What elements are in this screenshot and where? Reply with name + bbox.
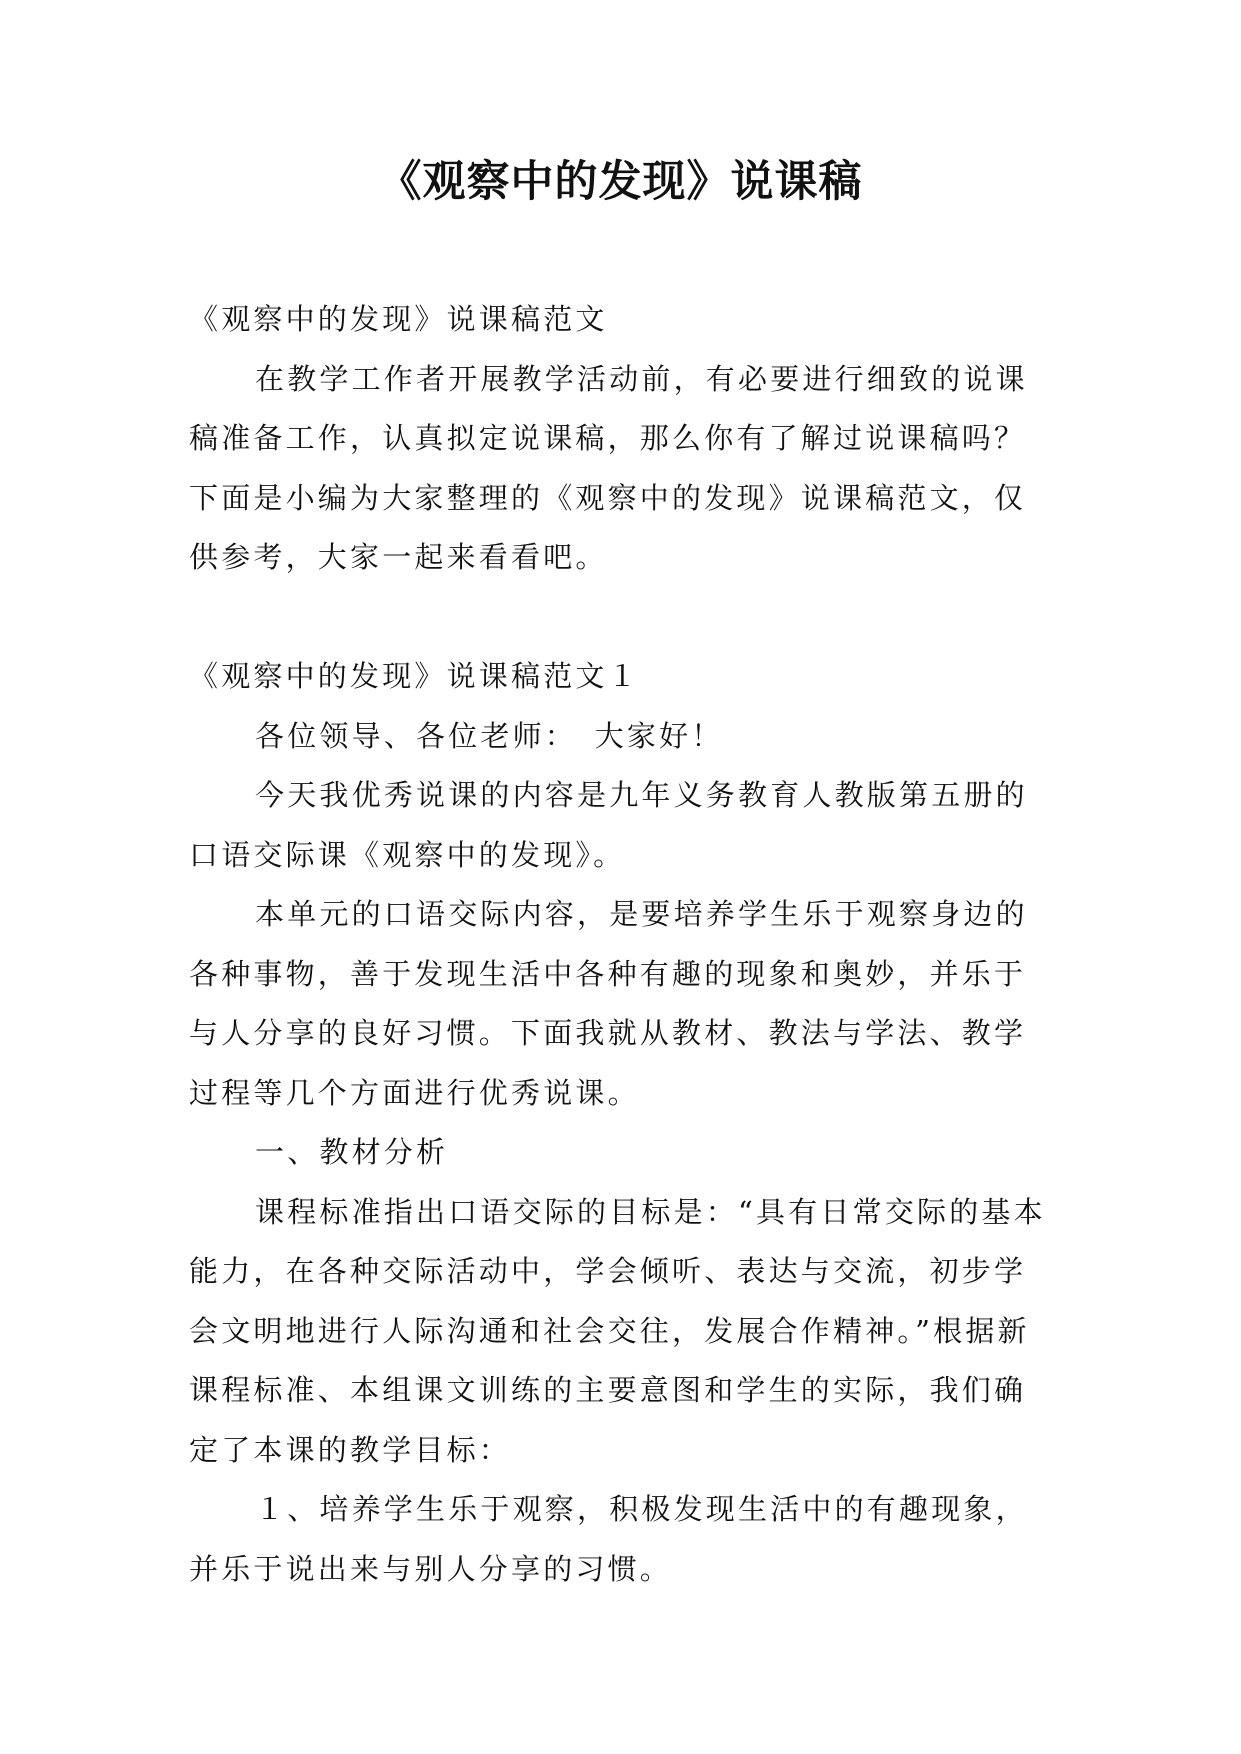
subsection-heading: 一、教材分析 [255,1135,449,1169]
paragraph: 本单元的口语交际内容，是要培养学生乐于观察身边的各种事物，善于发现生活中各种有趣的现象和奥妙，并乐于与人分享的良好习惯。下面我就从教材、教法与学法、教学过程等几个方面进行优秀说课。 [189,897,1028,1110]
paragraph-gap [189,588,1053,648]
section-heading: 《观察中的发现》说课稿范文１ [189,659,640,693]
section-heading: 《观察中的发现》说课稿范文 [189,302,608,336]
document-body [189,290,1053,1599]
paragraph: 今天我优秀说课的内容是九年义务教育人教版第五册的口语交际课《观察中的发现》。 [189,778,1028,872]
greeting: 各位领导、各位老师： 大家好！ [255,718,724,753]
paragraph: 课程标准指出口语交际的目标是：“具有日常交际的基本能力，在各种交际活动中，学会倾听、表达与交流，初步学会文明地进行人际沟通和社会交往，发展合作精神。”根据新课程标准、本组课文训练的主要意图和学生的实际，我们确定了本课的教学目标： [189,1194,1046,1467]
document-title: 《观察中的发现》说课稿 [378,157,863,207]
paragraph: 在教学工作者开展教学活动前，有必要进行细致的说课稿准备工作，认真拟定说课稿，那么你有了解过说课稿吗？下面是小编为大家整理的《观察中的发现》说课稿范文，仅供参考，大家一起来看看吧。 [189,361,1028,574]
list-item: １、培养学生乐于观察，积极发现生活中的有趣现象，并乐于说出来与别人分享的习惯。 [189,1492,1028,1586]
